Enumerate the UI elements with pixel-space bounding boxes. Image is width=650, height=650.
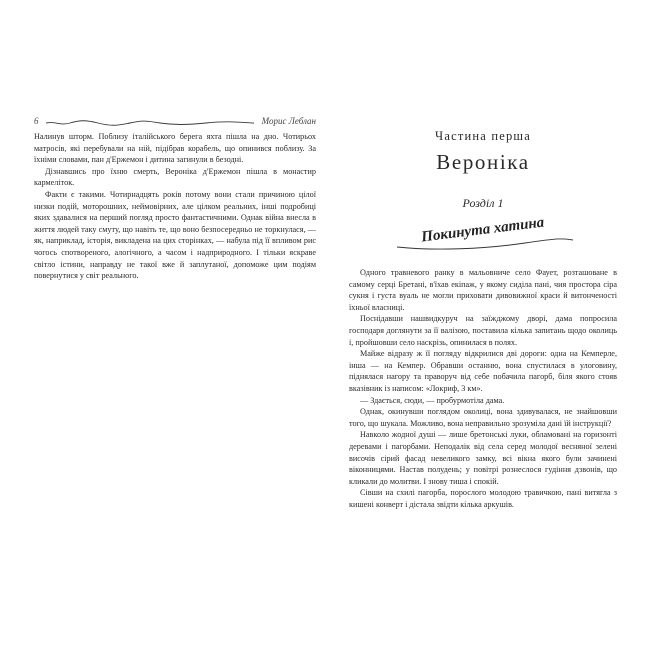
paragraph: — Здається, сюди, — пробурмотіла дама. <box>360 395 505 405</box>
paragraph: Майже відразу ж її погляду відкрилися дві дороги: одна на Кемперле, інша — на Кемпер. Обравши останню, вона спустилася в улоговину, піднялася нагору та праворуч від себе побачила пагорб, біля якого стояв вказівник із написом: «Локриф, 3 км». <box>349 349 617 393</box>
paragraph: Сівши на схилі пагорба, порослого молодою травичкою, пані витягла з кишені конверт і дістала звідти кілька аркушів. <box>349 488 617 509</box>
title-swash-icon <box>395 237 575 251</box>
book-title: Вероніка <box>436 150 530 174</box>
part-title: Частина перша <box>435 129 531 143</box>
chapter-title-text: Покинута хатина <box>420 214 546 246</box>
chapter-label: Розділ 1 <box>462 196 504 210</box>
paragraph: Налинув шторм. Поблизу італійського берега яхта пішла на дно. Чотирьох матросів, які перебували на ній, підібрав корабель, що опинився поблизу. За їхніми словами, пан д'Ержемон і дитина загинули в безодні. <box>34 132 316 165</box>
page-number: 6 <box>34 116 39 126</box>
paragraph: Навколо жодної душі — лише бретонські луки, обламовані на горизонті деревами і пагорбами. Неподалік від села серед молодої весняної зелені височів сірий фасад невеликого замку, всі вікна якого були зачинені віконницями. Настав полудень; у повітрі рознеслося гудіння дзвонів, що кликали до молитви. І знову тиша і спокій. <box>349 430 617 486</box>
running-header <box>34 116 316 130</box>
paragraph: Однак, окинувши поглядом околиці, вона здивувалася, не знайшовши того, що шукала. Можливо, вона неправильно зрозуміла дані їй інструкції? <box>349 407 617 428</box>
paragraph: Факти є такими. Чотирнадцять років потому вони стали причиною цілої низки подій, моторошних, неймовірних, але цілком реальних, інші подробиці яких здавалися на перший погляд просто фантастичними. Однак війна внесла в життя людей таку смуту, що навіть те, що воно безпосередньо не торкнулася, — як, наприклад, історія, викладена на цих сторінках, — набула під її впливом рис чогось спотвореного, алогічного, а часом і надприродного. І тільки яскраве світло істини, направду не такої вже й заплутаної, допоможе цим подіям повернутися у світ реального. <box>34 189 316 281</box>
ornamental-rule-icon <box>46 118 254 128</box>
paragraph: Дізнавшись про їхню смерть, Вероніка д'Ержемон пішла в монастир кармеліток. <box>34 166 316 188</box>
running-author: Морис Леблан <box>261 116 316 126</box>
paragraph: Поснідавши нашвидкуруч на заїжджому дворі, дама попросила господаря доглянути за її валізою, поставила кілька запитань щодо околиць і, пройшовши село наскрізь, опинилася в полях. <box>349 314 617 347</box>
paragraph: Одного травневого ранку в мальовниче село Фаует, розташоване в самому серці Бретані, в'їхав екіпаж, у якому сиділа пані, чия простора сіра сукня і густа вуаль не могли приховати дивовижної краси й витонченості їхньої власниці. <box>349 268 617 312</box>
right-body-text <box>349 267 617 510</box>
left-body-text <box>34 131 316 282</box>
